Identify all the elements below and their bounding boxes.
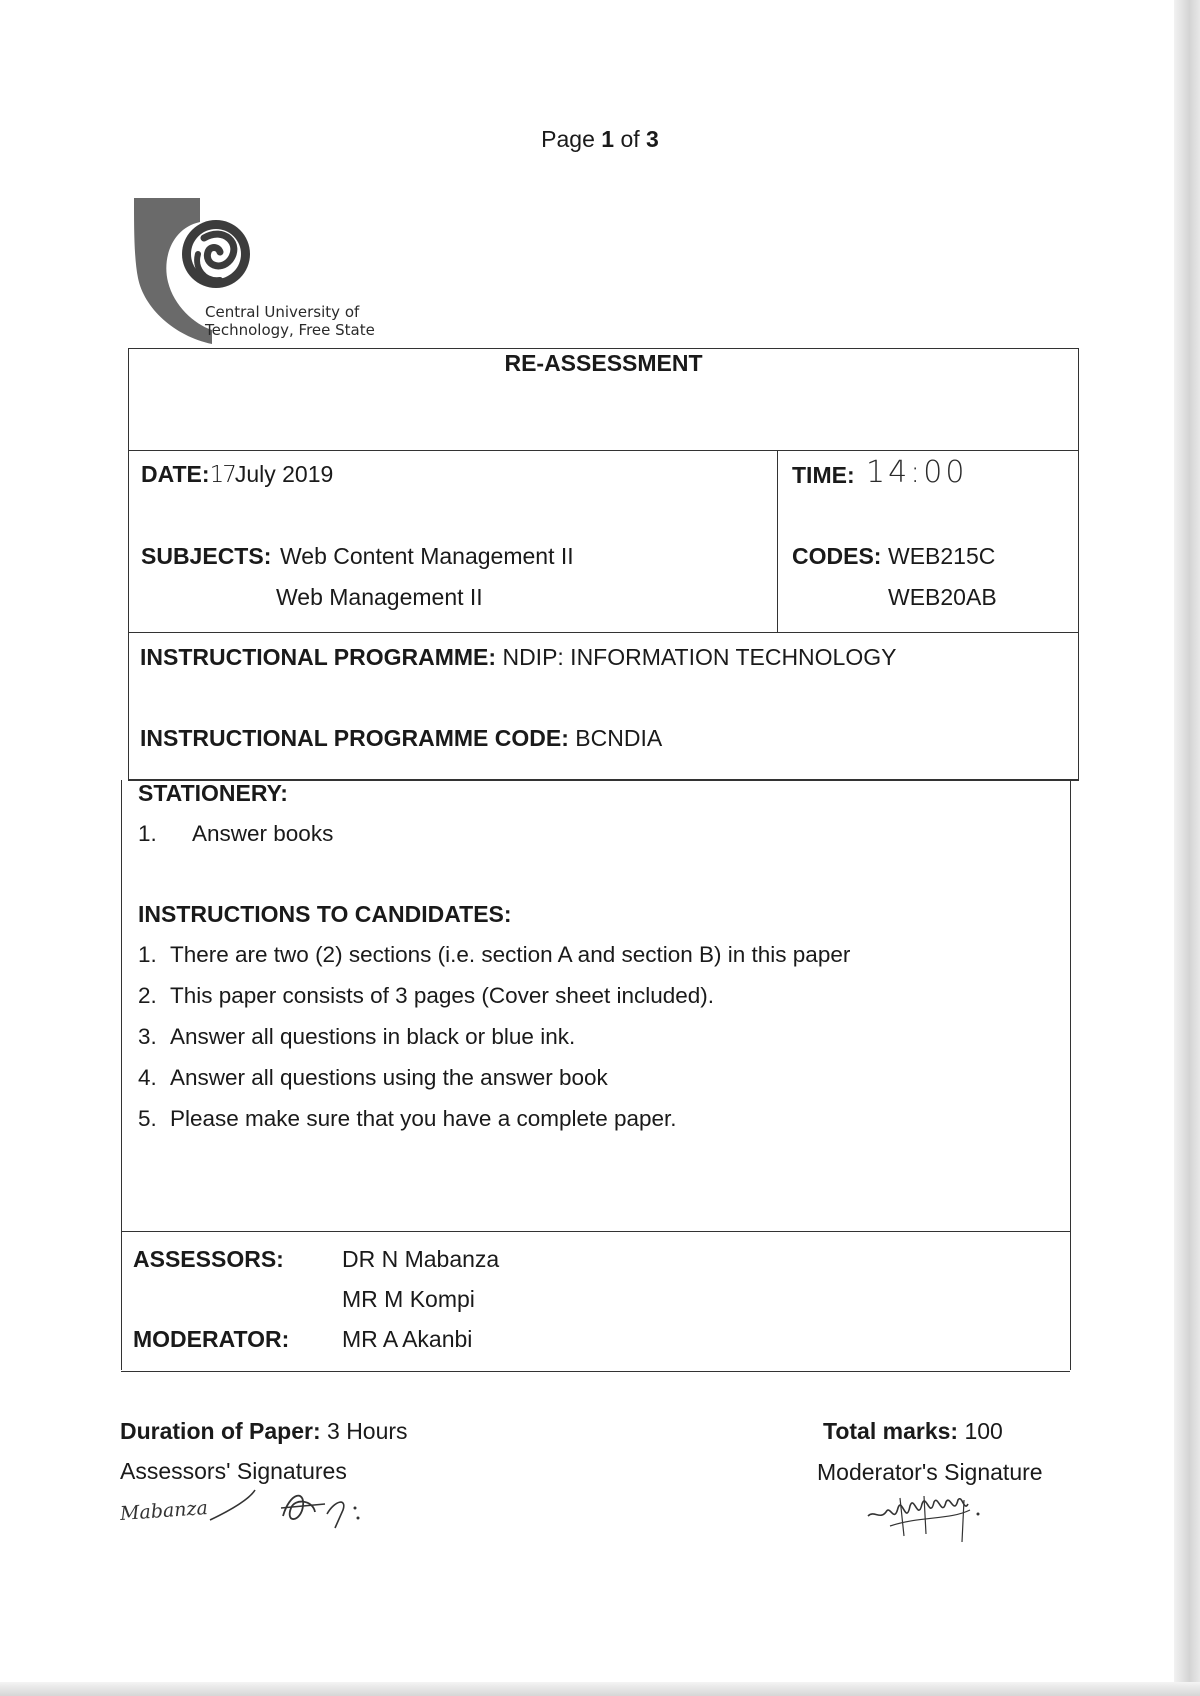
duration-field: Duration of Paper: 3 Hours <box>120 1418 408 1444</box>
time-label: TIME: <box>792 462 855 488</box>
page-title: RE-ASSESSMENT <box>504 350 703 376</box>
assessor-name: DR N Mabanza <box>342 1246 500 1272</box>
programme-code-field: INSTRUCTIONAL PROGRAMME CODE: BCNDIA <box>140 725 663 751</box>
code-item: WEB20AB <box>888 584 997 610</box>
stationery-item: 1. Answer books <box>138 821 334 846</box>
total-marks-field: Total marks: 100 <box>823 1418 1003 1444</box>
instruction-item: 1. There are two (2) sections (i.e. section A and section B) in this paper <box>138 942 851 967</box>
stationery-heading: STATIONERY: <box>138 780 288 806</box>
programme-field: INSTRUCTIONAL PROGRAMME: NDIP: INFORMATION TECHNOLOGY <box>140 644 897 670</box>
scan-edge-right <box>1174 0 1200 1696</box>
instruction-item: 2. This paper consists of 3 pages (Cover sheet included). <box>138 983 715 1008</box>
date-day-handwritten: 17 <box>209 462 235 488</box>
code-item: WEB215C <box>888 543 996 569</box>
subject-item: Web Content Management II <box>280 543 574 569</box>
moderator-signature-label: Moderator's Signature <box>817 1459 1043 1485</box>
instruction-item: 4. Answer all questions using the answer book <box>138 1065 608 1090</box>
moderator-name: MR A Akanbi <box>342 1326 473 1352</box>
assessor-signature: Mabanza <box>119 1496 209 1526</box>
assessor-signature-flourish <box>195 1478 395 1538</box>
assessor-name: MR M Kompi <box>342 1286 475 1312</box>
date-field: DATE:17July 2019 <box>141 461 334 488</box>
university-name: Central University of Technology, Free State <box>205 303 375 339</box>
instruction-item: 5. Please make sure that you have a complete paper. <box>138 1106 677 1131</box>
divider <box>121 1231 1070 1232</box>
divider <box>128 632 1079 633</box>
moderator-signature <box>860 1486 1010 1548</box>
divider <box>128 450 1079 451</box>
page-number: Page 1 of 3 <box>541 126 659 152</box>
instructions-heading: INSTRUCTIONS TO CANDIDATES: <box>138 901 512 927</box>
instruction-item: 3. Answer all questions in black or blue ink. <box>138 1024 576 1049</box>
assessors-signatures-label: Assessors' Signatures <box>120 1458 347 1484</box>
divider <box>777 450 778 632</box>
divider <box>121 1371 1070 1372</box>
frame-right <box>1070 780 1071 1370</box>
subjects-label: SUBJECTS: <box>141 543 272 569</box>
frame-left <box>121 780 122 1370</box>
moderator-label: MODERATOR: <box>133 1326 290 1352</box>
time-handwritten: 14:00 <box>866 455 968 490</box>
assessors-label: ASSESSORS: <box>133 1246 284 1272</box>
scan-edge-bottom <box>0 1682 1200 1696</box>
codes-label: CODES: <box>792 543 882 569</box>
subject-item: Web Management II <box>276 584 483 610</box>
